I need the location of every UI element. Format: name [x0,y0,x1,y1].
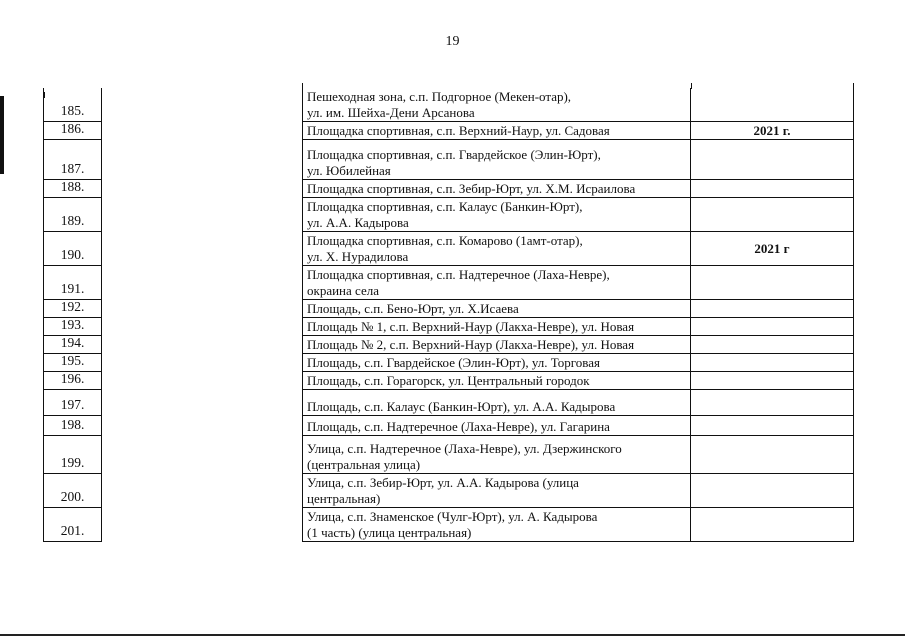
row-number: 195. [43,354,102,372]
object-name-line: (центральная улица) [307,457,421,472]
object-name-line: Площадка спортивная, с.п. Верхний-Наур, ул. Садовая [307,123,610,138]
year-cell [691,354,854,372]
year-cell [691,436,854,474]
object-name-cell [302,416,691,436]
row-number: 198. [43,416,102,436]
object-name-cell [302,336,691,354]
page-number: 19 [445,34,460,49]
object-name-cell [302,354,691,372]
row-number: 190. [43,232,102,266]
object-name-line: Площадь, с.п. Бено-Юрт, ул. Х.Исаева [307,301,519,316]
object-name-line: Площадь, с.п. Надтеречное (Лаха-Невре), ул. Гагарина [307,419,610,434]
object-name-line: ул. А.А. Кадырова [307,215,409,230]
row-number: 186. [43,122,102,140]
object-name-line: Площадка спортивная, с.п. Гвардейское (Элин-Юрт), [307,147,601,162]
table-row [40,232,860,266]
year-cell: 2021 г [691,232,854,266]
blank-column-cell [102,508,302,542]
table-row [40,436,860,474]
object-name-line: окраина села [307,283,379,298]
blank-column-cell [102,180,302,198]
object-name-line: Площадь, с.п. Гвардейское (Элин-Юрт), ул. Торговая [307,355,600,370]
row-number: 199. [43,436,102,474]
blank-column-cell [102,354,302,372]
object-name-cell [302,88,691,122]
table-row [40,88,860,122]
object-name-line: ул. Юбилейная [307,163,391,178]
row-number: 187. [43,140,102,180]
blank-column-cell [102,122,302,140]
blank-column-cell [102,372,302,390]
object-name-cell [302,122,691,140]
year-cell [691,180,854,198]
blank-column-cell [102,300,302,318]
year-cell [691,474,854,508]
table-row [40,266,860,300]
object-name-cell [302,474,691,508]
row-number: 193. [43,318,102,336]
object-name-cell [302,436,691,474]
year-cell [691,390,854,416]
year-cell [691,336,854,354]
table-row [40,122,860,140]
table-row [40,198,860,232]
year-cell [691,300,854,318]
blank-column-cell [102,416,302,436]
objects-table [40,0,860,640]
object-name-line: центральная) [307,491,381,506]
object-name-line: Улица, с.п. Зебир-Юрт, ул. А.А. Кадырова (улица [307,475,579,490]
blank-column-cell [102,140,302,180]
object-name-line: Площадь № 2, с.п. Верхний-Наур (Лакха-Невре), ул. Новая [307,337,635,352]
year-cell [691,198,854,232]
row-number: 194. [43,336,102,354]
object-name-cell [302,372,691,390]
year-cell [691,140,854,180]
scan-margin-mark [0,96,4,174]
object-name-line: Площадь, с.п. Калаус (Банкин-Юрт), ул. А.А. Кадырова [307,399,616,414]
object-name-cell [302,180,691,198]
row-number: 191. [43,266,102,300]
object-name-line: Площадь № 1, с.п. Верхний-Наур (Лакха-Невре), ул. Новая [307,319,635,334]
blank-column-cell [102,436,302,474]
year-cell [691,88,854,122]
blank-column-cell [102,336,302,354]
blank-column-cell [102,474,302,508]
object-name-line: Площадка спортивная, с.п. Надтеречное (Лаха-Невре), [307,267,610,282]
object-name-cell [302,390,691,416]
row-number: 201. [43,508,102,542]
object-name-cell [302,266,691,300]
table-row [40,508,860,542]
table-row [40,318,860,336]
object-name-line: Улица, с.п. Надтеречное (Лаха-Невре), ул. Дзержинского [307,441,622,456]
row-number: 189. [43,198,102,232]
table-row [40,180,860,198]
object-name-line: Площадка спортивная, с.п. Комарово (1амт-отар), [307,233,583,248]
year-cell [691,372,854,390]
year-cell [691,318,854,336]
row-number: 200. [43,474,102,508]
blank-column-cell [102,266,302,300]
table-row [40,300,860,318]
object-name-line: ул. Х. Нурадилова [307,249,409,264]
table-row [40,336,860,354]
year-cell [691,508,854,542]
table-row [40,474,860,508]
table-row [40,354,860,372]
object-name-line: Площадка спортивная, с.п. Калаус (Банкин-Юрт), [307,199,583,214]
blank-column-cell [102,88,302,122]
object-name-cell [302,318,691,336]
table-row [40,416,860,436]
year-cell [691,266,854,300]
table-row [40,372,860,390]
table-row [40,140,860,180]
year-cell: 2021 г. [691,122,854,140]
table-row [40,390,860,416]
blank-column-cell [102,232,302,266]
object-name-line: Улица, с.п. Знаменское (Чулг-Юрт), ул. А. Кадырова [307,509,598,524]
object-name-cell [302,300,691,318]
object-name-line: ул. им. Шейха-Дени Арсанова [307,105,475,120]
row-number: 197. [43,390,102,416]
object-name-cell [302,140,691,180]
object-name-line: (1 часть) (улица центральная) [307,525,472,540]
row-number: 188. [43,180,102,198]
object-name-cell [302,198,691,232]
row-number: 185. [43,88,102,122]
blank-column-cell [102,390,302,416]
row-number: 192. [43,300,102,318]
object-name-cell [302,232,691,266]
object-name-line: Пешеходная зона, с.п. Подгорное (Мекен-отар), [307,89,572,104]
object-name-line: Площадка спортивная, с.п. Зебир-Юрт, ул. Х.М. Исраилова [307,181,636,196]
row-number: 196. [43,372,102,390]
blank-column-cell [102,198,302,232]
object-name-cell [302,508,691,542]
object-name-line: Площадь, с.п. Горагорск, ул. Центральный городок [307,373,590,388]
blank-column-cell [102,318,302,336]
year-cell [691,416,854,436]
